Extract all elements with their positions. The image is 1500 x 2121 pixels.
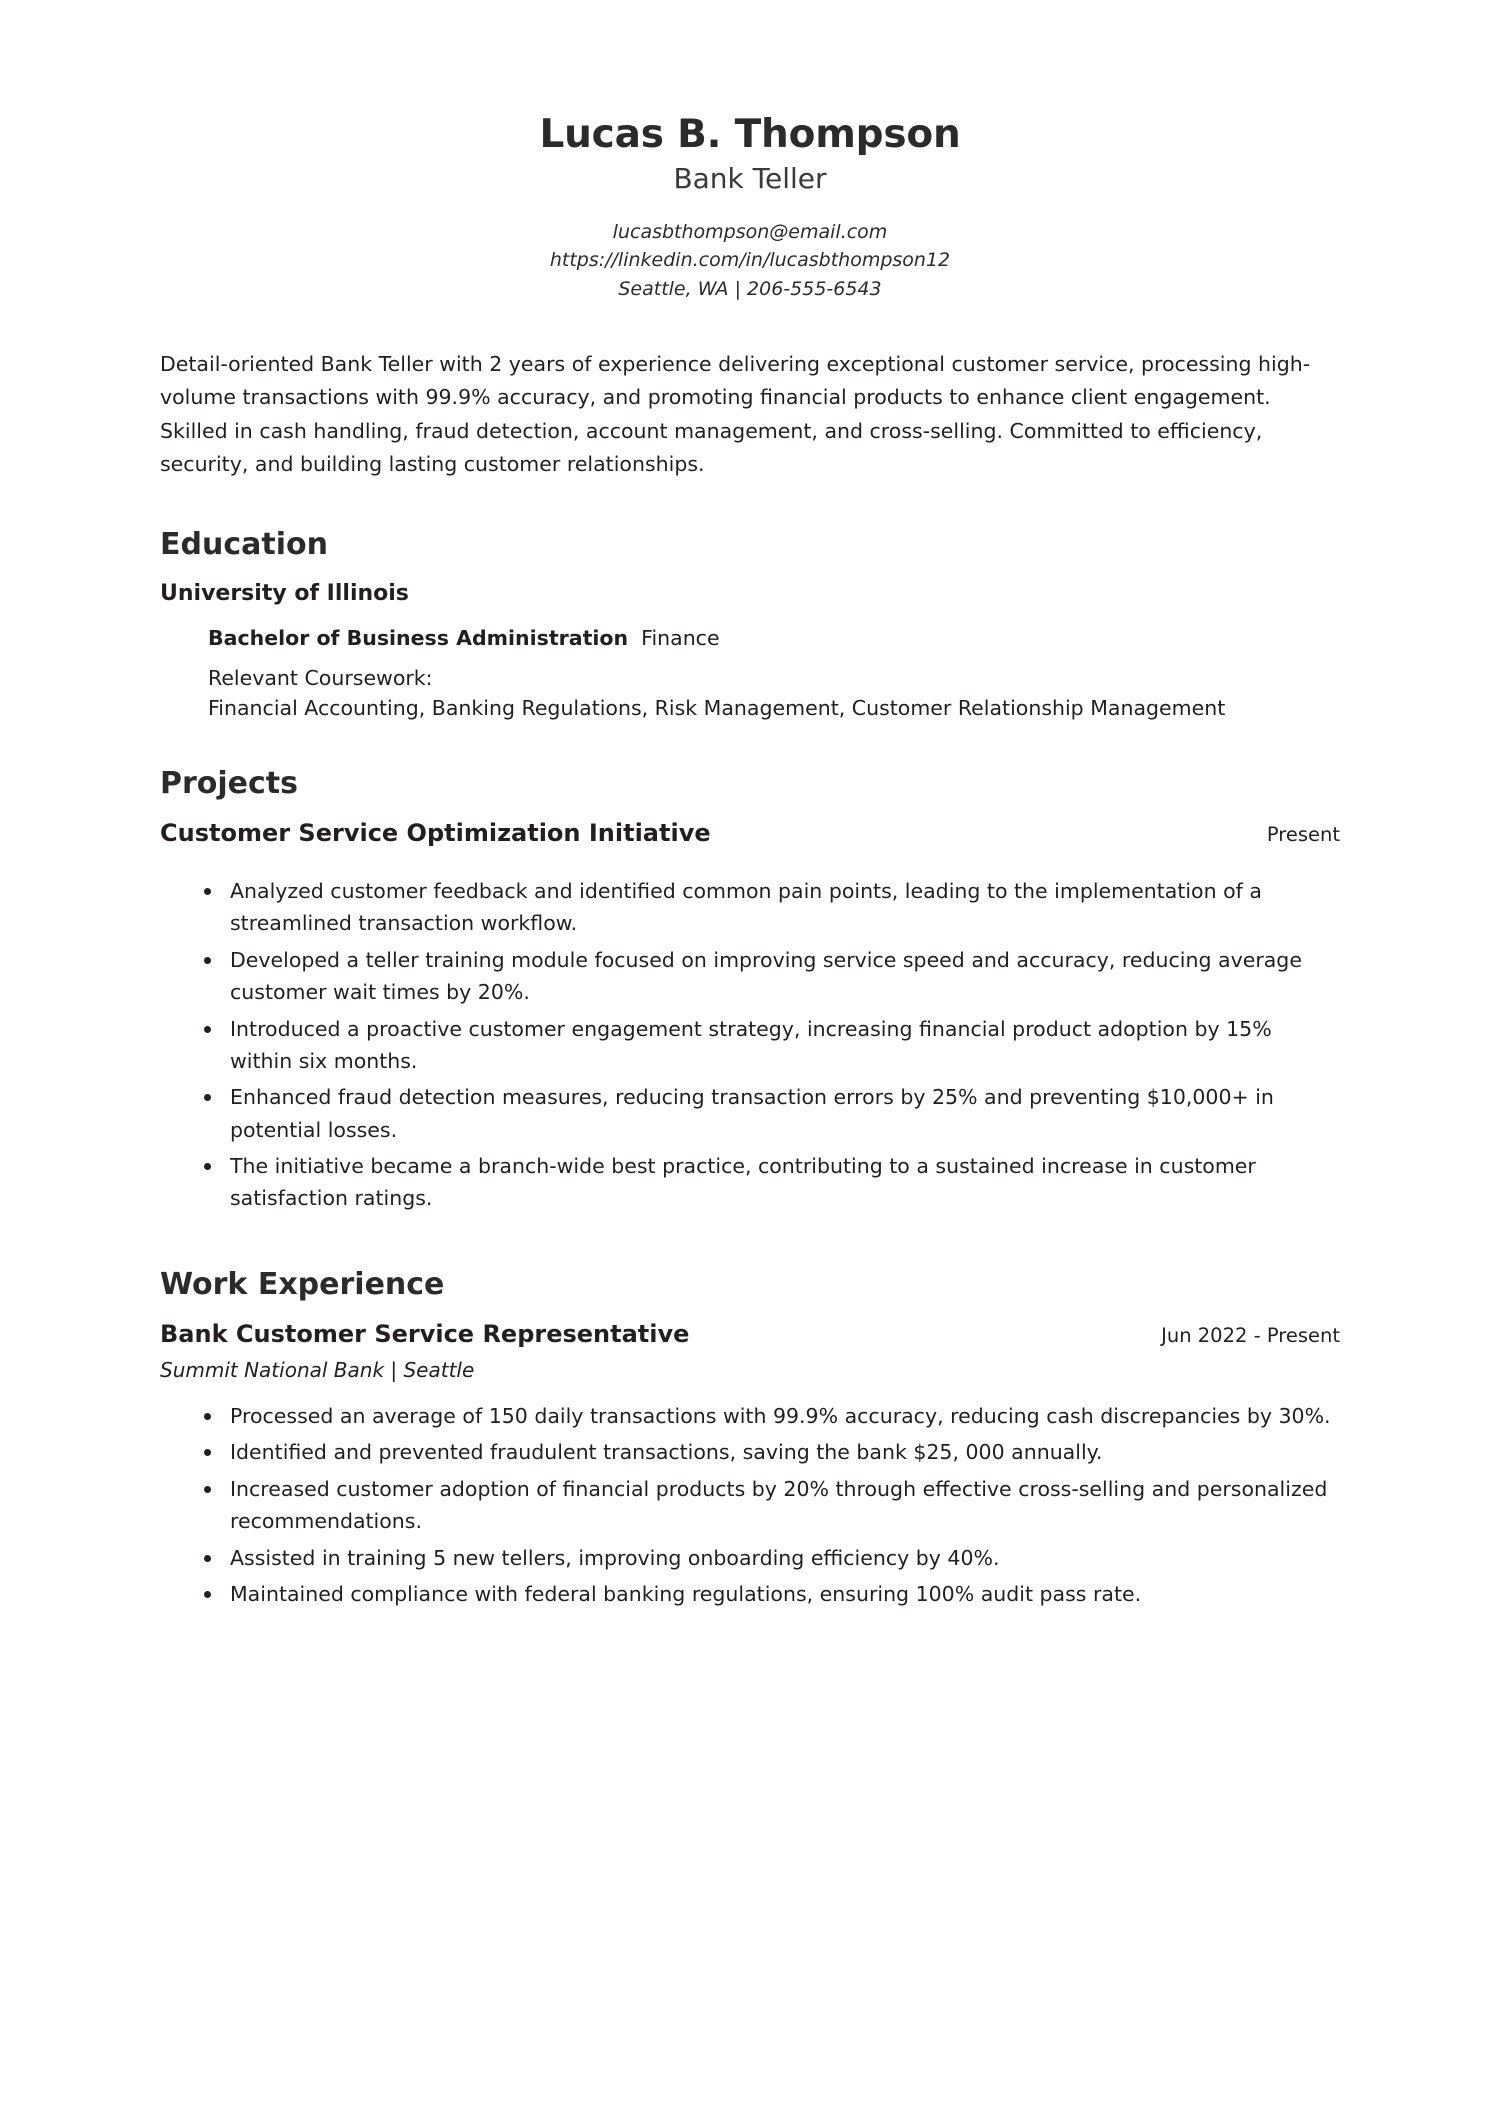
contact-location-phone: Seattle, WA | 206-555-6543 <box>618 278 882 301</box>
contact-email[interactable]: lucasbthompson@email.com <box>612 220 888 243</box>
list-item: The initiative became a branch-wide best practice, contributing to a sustained increase in customer satisfaction ratings. <box>230 1150 1340 1215</box>
section-education <box>160 527 1340 724</box>
list-item: Assisted in training 5 new tellers, improving onboarding efficiency by 40%. <box>230 1542 1340 1574</box>
list-item: Developed a teller training module focused on improving service speed and accuracy, reducing average customer wait times by 20%. <box>230 944 1340 1009</box>
work-job-title: Bank Customer Service Representative <box>160 1319 690 1348</box>
work-entry <box>160 1319 1340 1610</box>
project-entry-header <box>160 818 1340 849</box>
work-bullet-list <box>160 1400 1340 1610</box>
list-item: Processed an average of 150 daily transactions with 99.9% accuracy, reducing cash discrepancies by 30%. <box>230 1400 1340 1432</box>
list-item: Identified and prevented fraudulent transactions, saving the bank $25, 000 annually. <box>230 1436 1340 1468</box>
education-field: Finance <box>641 625 720 650</box>
project-entry <box>160 818 1340 1215</box>
work-company-location: Summit National Bank | Seattle <box>160 1358 475 1383</box>
section-projects <box>160 766 1340 1215</box>
list-item: Enhanced fraud detection measures, reducing transaction errors by 25% and preventing $10,000+ in potential losses. <box>230 1081 1340 1146</box>
section-title-work-experience: Work Experience <box>160 1266 445 1302</box>
work-date-range: Jun 2022 - Present <box>1161 1323 1340 1347</box>
resume-header <box>160 112 1340 304</box>
project-title: Customer Service Optimization Initiative <box>160 818 711 847</box>
section-title-education: Education <box>160 527 328 563</box>
work-entry-header <box>160 1319 1340 1350</box>
education-degree-line <box>208 623 1340 654</box>
list-item: Increased customer adoption of financial products by 20% through effective cross-selling and personalized recommendations. <box>230 1473 1340 1538</box>
education-details <box>160 623 1340 724</box>
project-bullet-list <box>160 875 1340 1215</box>
list-item: Analyzed customer feedback and identified common pain points, leading to the implementation of a streamlined transaction workflow. <box>230 875 1340 940</box>
list-item: Maintained compliance with federal banking regulations, ensuring 100% audit pass rate. <box>230 1578 1340 1610</box>
candidate-name: Lucas B. Thompson <box>539 112 961 157</box>
section-title-projects: Projects <box>160 765 299 801</box>
project-date: Present <box>1266 822 1340 846</box>
candidate-job-title: Bank Teller <box>673 162 827 196</box>
section-work-experience <box>160 1267 1340 1610</box>
education-coursework-label: Relevant Coursework: <box>208 666 433 691</box>
contact-linkedin[interactable]: https://linkedin.com/in/lucasbthompson12 <box>549 249 951 272</box>
education-degree: Bachelor of Business Administration <box>208 625 629 650</box>
list-item: Introduced a proactive customer engagement strategy, increasing financial product adoption by 15% within six months. <box>230 1013 1340 1078</box>
education-coursework-list: Financial Accounting, Banking Regulations, Risk Management, Customer Relationship Management <box>208 696 1226 721</box>
professional-summary: Detail-oriented Bank Teller with 2 years of experience delivering exceptional customer service, processing high-volume transactions with 99.9% accuracy, and promoting financial products to enhance client engagement. Skilled in cash handling, fraud detection, account management, and cross-selling. Committed to efficiency, security, and building lasting customer relationships. <box>160 352 1311 476</box>
education-school-name: University of Illinois <box>160 581 409 607</box>
